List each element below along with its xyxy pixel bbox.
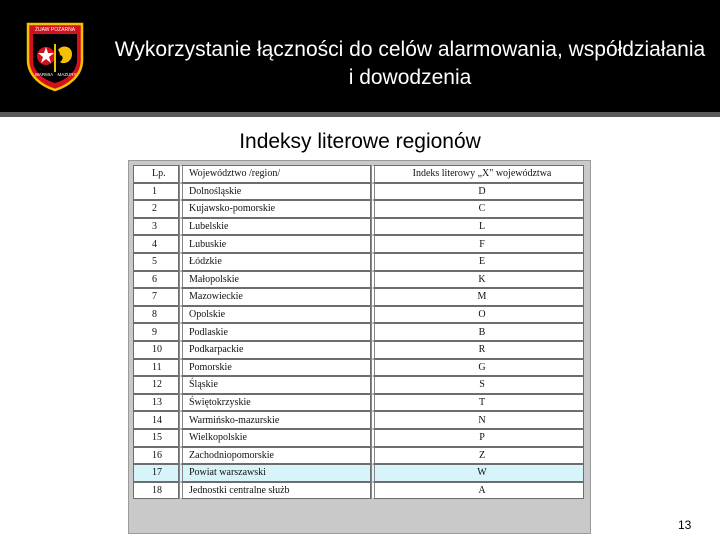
cell-index: M xyxy=(371,288,584,306)
table-row xyxy=(133,323,584,341)
cell-region: Warmińsko-mazurskie xyxy=(179,411,371,429)
cell-region: Jednostki centralne służb xyxy=(179,482,371,500)
table-row xyxy=(133,394,584,412)
table-row xyxy=(133,464,584,482)
cell-region: Powiat warszawski xyxy=(179,464,371,482)
table-row xyxy=(133,376,584,394)
fire-brigade-emblem xyxy=(22,20,88,92)
cell-index: Z xyxy=(371,447,584,465)
cell-region: Zachodniopomorskie xyxy=(179,447,371,465)
cell-lp: 8 xyxy=(133,306,179,324)
column-header-region: Województwo /region/ xyxy=(179,165,371,183)
region-index-table xyxy=(133,165,584,499)
column-header-lp: Lp. xyxy=(133,165,179,183)
cell-lp: 4 xyxy=(133,235,179,253)
table-header-row xyxy=(133,165,584,183)
cell-lp: 3 xyxy=(133,218,179,236)
cell-lp: 14 xyxy=(133,411,179,429)
cell-region: Świętokrzyskie xyxy=(179,394,371,412)
cell-lp: 12 xyxy=(133,376,179,394)
cell-index: S xyxy=(371,376,584,394)
cell-region: Lubuskie xyxy=(179,235,371,253)
svg-text:ŻUAW POŻARNA: ŻUAW POŻARNA xyxy=(34,27,76,33)
cell-lp: 1 xyxy=(133,183,179,201)
cell-region: Małopolskie xyxy=(179,271,371,289)
table-row xyxy=(133,341,584,359)
cell-index: O xyxy=(371,306,584,324)
table-row xyxy=(133,218,584,236)
cell-region: Wielkopolskie xyxy=(179,429,371,447)
column-header-index: Indeks literowy „X" województwa xyxy=(371,165,584,183)
table-row xyxy=(133,235,584,253)
table-row xyxy=(133,271,584,289)
cell-index: D xyxy=(371,183,584,201)
table-row xyxy=(133,306,584,324)
cell-lp: 17 xyxy=(133,464,179,482)
table-row xyxy=(133,200,584,218)
cell-index: E xyxy=(371,253,584,271)
cell-lp: 10 xyxy=(133,341,179,359)
cell-lp: 11 xyxy=(133,359,179,377)
cell-lp: 15 xyxy=(133,429,179,447)
table-row xyxy=(133,482,584,500)
cell-region: Kujawsko-pomorskie xyxy=(179,200,371,218)
cell-region: Łódzkie xyxy=(179,253,371,271)
cell-index: A xyxy=(371,482,584,500)
page-number: 13 xyxy=(678,518,692,532)
table-row xyxy=(133,359,584,377)
cell-index: T xyxy=(371,394,584,412)
header-divider xyxy=(0,112,720,117)
cell-region: Pomorskie xyxy=(179,359,371,377)
svg-text:MAZURY: MAZURY xyxy=(57,72,77,77)
cell-lp: 16 xyxy=(133,447,179,465)
cell-lp: 18 xyxy=(133,482,179,500)
table-row xyxy=(133,288,584,306)
cell-index: G xyxy=(371,359,584,377)
cell-index: W xyxy=(371,464,584,482)
cell-lp: 7 xyxy=(133,288,179,306)
cell-region: Śląskie xyxy=(179,376,371,394)
cell-region: Podkarpackie xyxy=(179,341,371,359)
cell-region: Lubelskie xyxy=(179,218,371,236)
title-bar xyxy=(0,0,720,112)
cell-region: Mazowieckie xyxy=(179,288,371,306)
cell-index: P xyxy=(371,429,584,447)
cell-region: Podlaskie xyxy=(179,323,371,341)
cell-index: C xyxy=(371,200,584,218)
slide-subtitle: Indeksy literowe regionów xyxy=(239,130,481,153)
table-row xyxy=(133,411,584,429)
cell-index: L xyxy=(371,218,584,236)
cell-lp: 13 xyxy=(133,394,179,412)
table-row xyxy=(133,429,584,447)
cell-lp: 6 xyxy=(133,271,179,289)
cell-index: F xyxy=(371,235,584,253)
table-row xyxy=(133,183,584,201)
cell-index: R xyxy=(371,341,584,359)
slide-title: Wykorzystanie łączności do celów alarmowania, współdziałania i dowodzenia xyxy=(114,38,706,89)
table-row xyxy=(133,447,584,465)
cell-lp: 9 xyxy=(133,323,179,341)
table-row xyxy=(133,253,584,271)
region-index-table-frame xyxy=(128,160,591,534)
cell-lp: 2 xyxy=(133,200,179,218)
cell-lp: 5 xyxy=(133,253,179,271)
cell-region: Dolnośląskie xyxy=(179,183,371,201)
cell-index: B xyxy=(371,323,584,341)
cell-index: K xyxy=(371,271,584,289)
cell-region: Opolskie xyxy=(179,306,371,324)
cell-index: N xyxy=(371,411,584,429)
svg-text:WARMIA: WARMIA xyxy=(34,72,54,77)
